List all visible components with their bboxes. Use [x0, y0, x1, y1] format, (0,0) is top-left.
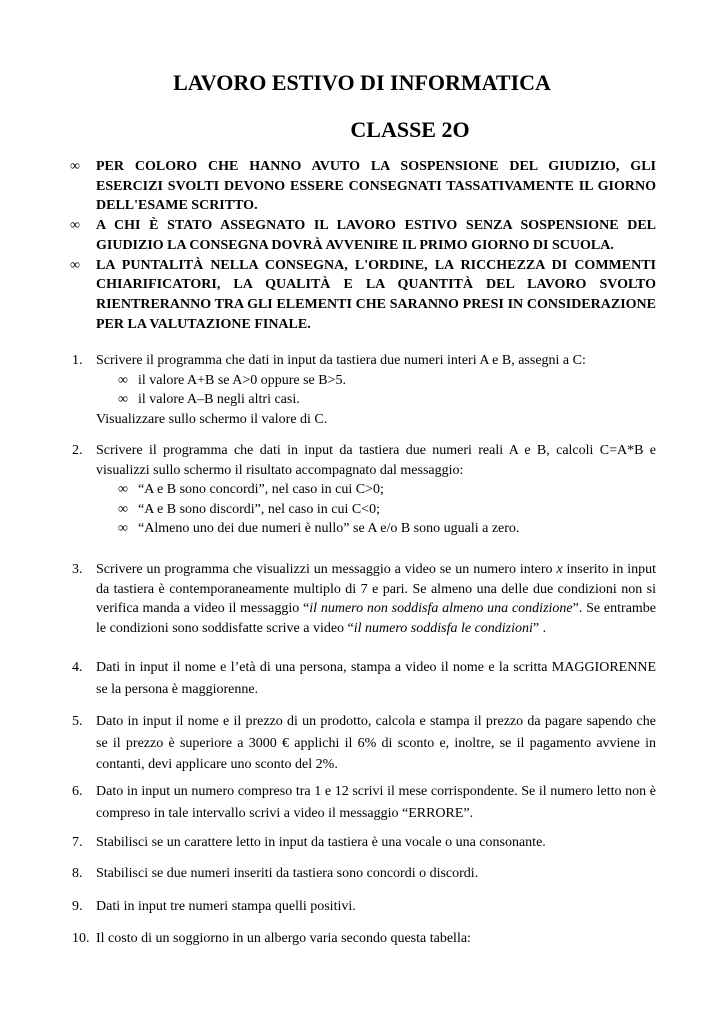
exercise-9	[72, 897, 656, 917]
exercise-number: 4.	[72, 660, 83, 675]
exercise-number: 9.	[72, 899, 83, 914]
exercise-10	[72, 929, 656, 949]
exercise-number: 10.	[72, 931, 90, 946]
sub-item	[118, 500, 656, 520]
sub-item	[118, 371, 656, 391]
text-run: ” .	[532, 620, 547, 636]
quoted-message: il numero non soddisfa almeno una condizione	[309, 601, 573, 616]
exercise-8	[72, 864, 656, 884]
exercise-text: Dati in input il nome e l’età di una persona, stampa a video il nome e la scritta MAGGIORENNE se la persona è maggiorenne.	[96, 660, 656, 697]
exercise-7	[72, 833, 656, 853]
exercise-note: Visualizzare sullo schermo il valore di C.	[96, 411, 328, 427]
infinity-bullet-icon: ∞	[70, 159, 80, 174]
exercise-6	[72, 781, 656, 824]
sub-item-text: “A e B sono discordi”, nel caso in cui C<0;	[138, 501, 380, 517]
exercise-2	[72, 441, 656, 539]
infinity-bullet-icon: ∞	[70, 257, 80, 273]
note-text: LA PUNTALITÀ NELLA CONSEGNA, L'ORDINE, LA RICCHEZZA DI COMMENTI CHIARIFICATORI, LA QUALITÀ E LA QUANTITÀ DEL LAVORO SVOLTO RIENTRERANNO TRA GLI ELEMENTI CHE SARANNO PRESI IN CONSIDERAZIONE PER LA VALUTAZIONE FINALE.	[96, 257, 656, 332]
quoted-message: il numero soddisfa le condizioni	[353, 620, 533, 636]
exercise-text: Scrivere il programma che dati in input da tastiera due numeri interi A e B, assegni a C:	[96, 353, 586, 368]
infinity-bullet-icon: ∞	[118, 392, 128, 407]
exercise-4	[72, 657, 656, 700]
exercise-number: 6.	[72, 784, 83, 799]
sub-item	[118, 390, 656, 410]
sub-item-text: “A e B sono concordi”, nel caso in cui C>0;	[138, 482, 384, 497]
document-title: LAVORO ESTIVO DI INFORMATICA	[173, 70, 551, 95]
infinity-bullet-icon: ∞	[118, 372, 128, 388]
infinity-bullet-icon: ∞	[118, 521, 128, 536]
exercise-text: Scrivere il programma che dati in input da tastiera due numeri reali A e B, calcoli C=A*B e visualizzi sullo schermo il risultato accompagnato dal messaggio:	[96, 443, 656, 478]
exercise-number: 1.	[72, 353, 83, 368]
sub-item	[118, 519, 656, 539]
infinity-bullet-icon: ∞	[118, 482, 128, 497]
sub-item-text: il valore A–B negli altri casi.	[138, 392, 300, 407]
exercise-text: Dato in input un numero compreso tra 1 e 12 scrivi il mese corrispondente. Se il numero letto non è compreso in tale intervallo scrivi a video il messaggio “ERRORE”.	[96, 784, 656, 821]
note-text: A CHI È STATO ASSEGNATO IL LAVORO ESTIVO SENZA SOSPENSIONE DEL GIUDIZIO LA CONSEGNA DOVRÀ AVVENIRE IL PRIMO GIORNO DI SCUOLA.	[96, 218, 656, 253]
notes-list	[70, 157, 656, 334]
exercise-number: 8.	[72, 866, 83, 881]
exercise-text: Stabilisci se due numeri inseriti da tastiera sono concordi o discordi.	[96, 866, 479, 881]
sub-item-text: il valore A+B se A>0 oppure se B>5.	[138, 372, 346, 388]
text-run: ”. Se entrambe le condizioni sono soddisfatte scrive a video “	[96, 601, 657, 636]
exercise-text	[96, 560, 656, 638]
exercise-text: Dato in input il nome e il prezzo di un prodotto, calcola e stampa il prezzo da pagare sapendo che se il prezzo è superiore a 3000 € applichi il 6% di sconto e, inoltre, se il pagamento avviene in contanti, devi applicare uno sconto del 2%.	[96, 714, 656, 772]
note-text: PER COLORO CHE HANNO AVUTO LA SOSPENSIONE DEL GIUDIZIO, GLI ESERCIZI SVOLTI DEVONO ESSERE CONSEGNATI TASSATIVAMENTE IL GIORNO DELL'ESAME SCRITTO.	[96, 159, 656, 214]
exercise-number: 7.	[72, 835, 83, 850]
exercise-1	[72, 351, 656, 429]
exercise-text: Stabilisci se un carattere letto in input da tastiera è una vocale o una consonante.	[96, 835, 546, 850]
note-item	[70, 256, 656, 335]
exercise-number: 2.	[72, 443, 83, 458]
infinity-bullet-icon: ∞	[118, 501, 128, 517]
exercise-5	[72, 711, 656, 776]
exercise-text: Il costo di un soggiorno in un albergo varia secondo questa tabella:	[96, 931, 471, 946]
text-run: Scrivere un programma che visualizzi un messaggio a video se un numero intero	[96, 562, 557, 577]
text-run: inserito in input da tastiera è contemporaneamente multiplo di 7 e pari. Se almeno una delle due condizioni non si verifica manda a video il messaggio “	[96, 562, 656, 616]
note-item	[70, 216, 656, 255]
exercise-3	[72, 560, 656, 638]
exercise-text: Dati in input tre numeri stampa quelli positivi.	[96, 899, 356, 914]
note-item	[70, 157, 656, 216]
variable-x: x	[556, 562, 563, 577]
infinity-bullet-icon: ∞	[70, 218, 80, 234]
exercise-number: 5.	[72, 714, 83, 729]
sub-item-text: “Almeno uno dei due numeri è nullo” se A e/o B sono uguali a zero.	[138, 521, 520, 536]
exercise-number: 3.	[72, 562, 83, 577]
class-subtitle: CLASSE 2O	[350, 117, 470, 142]
sub-item	[118, 480, 656, 500]
